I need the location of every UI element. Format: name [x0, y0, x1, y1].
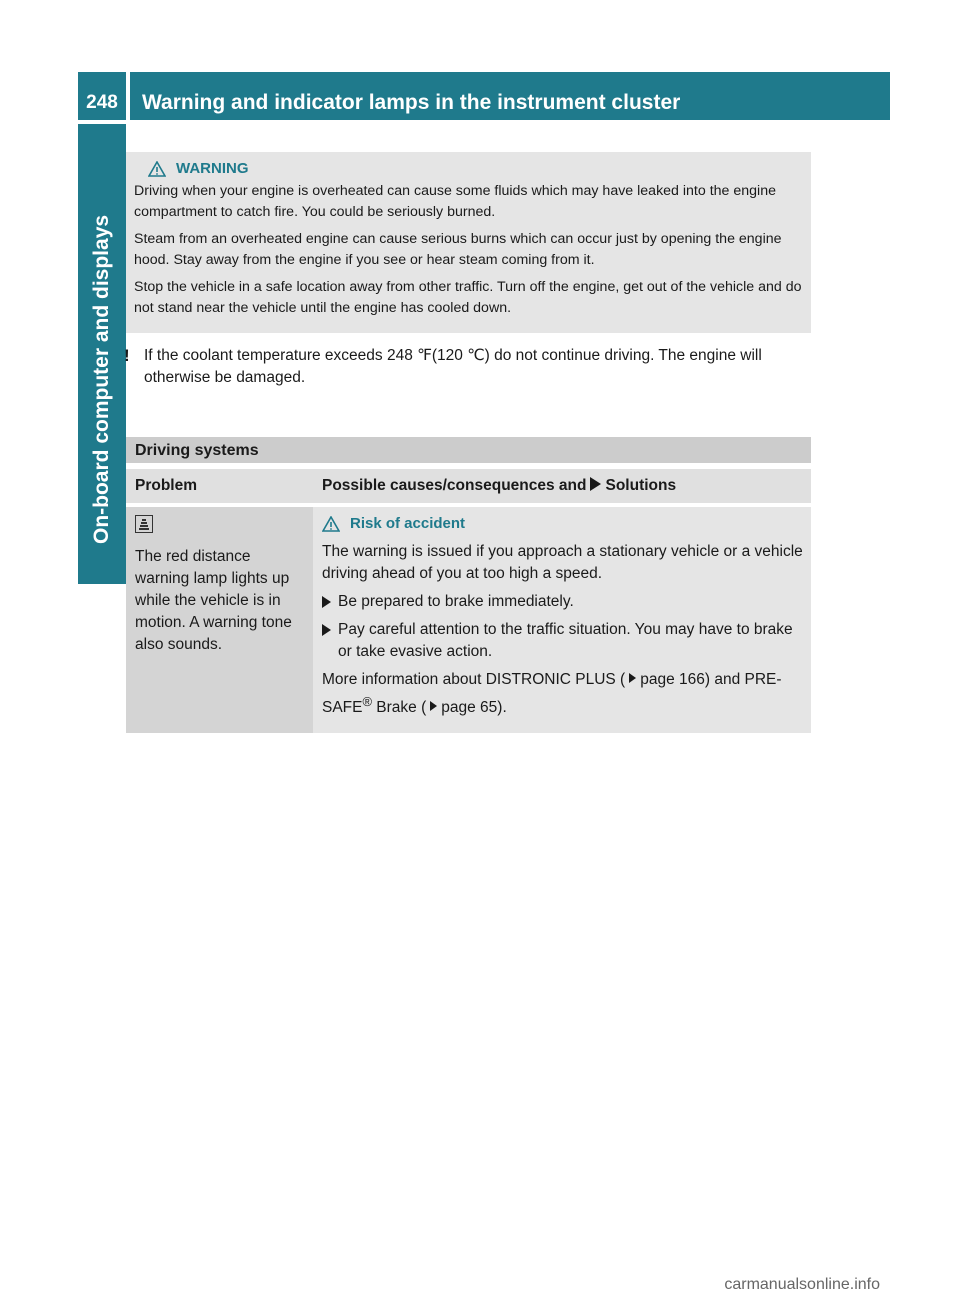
- problem-cell: [126, 507, 313, 733]
- step-arrow-icon: [322, 624, 331, 636]
- note-exclamation-icon: !: [124, 346, 130, 365]
- header-solutions-text: Solutions: [605, 477, 677, 494]
- page-title: Warning and indicator lamps in the instrument cluster: [130, 72, 890, 120]
- risk-heading: [322, 513, 803, 535]
- page-ref-link[interactable]: page 166) and PRE-SAFE: [322, 671, 782, 717]
- section-title: Driving systems: [126, 437, 811, 463]
- solution-arrow-icon: [590, 477, 601, 491]
- side-tab-label: On-board computer and displays: [90, 214, 113, 544]
- list-item: [322, 619, 803, 663]
- header-causes-text: Possible causes/consequences and: [322, 477, 587, 494]
- warning-triangle-icon: [322, 516, 340, 532]
- warning-heading: [148, 158, 803, 179]
- note-text: If the coolant temperature exceeds 248 ℉(120 ℃) do not continue driving. The engine will otherwise be damaged.: [144, 347, 762, 386]
- step-arrow-icon: [322, 596, 331, 608]
- table-row: [126, 507, 811, 733]
- risk-description: The warning is issued if you approach a stationary vehicle or a vehicle driving ahead of you at too high a speed.: [322, 543, 803, 582]
- warning-box: [126, 152, 811, 333]
- registered-mark: ®: [362, 694, 372, 709]
- warning-label: WARNING: [176, 160, 249, 177]
- warning-paragraph: Stop the vehicle in a safe location away from other traffic. Turn off the engine, get out of the vehicle and do not stand near the vehicle until the engine has cooled down.: [134, 279, 802, 316]
- risk-label: Risk of accident: [350, 515, 466, 532]
- solution-cell: [313, 507, 811, 733]
- more-info-text: More information about DISTRONIC PLUS (: [322, 671, 626, 688]
- step-text: Be prepared to brake immediately.: [338, 593, 574, 610]
- page-ref-icon: [430, 701, 437, 711]
- warning-paragraph: Driving when your engine is overheated can cause some fluids which may have leaked into the engine compartment to catch fire. You could be seriously burned.: [134, 183, 776, 220]
- more-info-text: Brake (: [372, 699, 427, 717]
- warning-paragraph: Steam from an overheated engine can cause serious burns which can occur just by opening the engine hood. Stay away from the engine if you see or hear steam coming from it.: [134, 231, 782, 268]
- warning-triangle-icon: [148, 161, 166, 177]
- problem-text: The red distance warning lamp lights up while the vehicle is in motion. A warning tone also sounds.: [135, 548, 292, 653]
- table-header-row: [126, 469, 811, 503]
- header-problem: Problem: [126, 469, 313, 503]
- watermark: carmanualsonline.info: [724, 1276, 880, 1293]
- page-ref-link[interactable]: page 65).: [441, 699, 507, 717]
- main-content: [126, 152, 811, 737]
- header-causes: [313, 469, 811, 503]
- list-item: [322, 591, 803, 613]
- page-number: 248: [78, 72, 126, 120]
- page-header: [78, 72, 890, 120]
- driving-systems-table: [126, 465, 811, 737]
- damage-note: [126, 345, 811, 389]
- page-ref-icon: [629, 673, 636, 683]
- more-info: [322, 669, 803, 719]
- distance-warning-lamp-icon: [135, 515, 153, 533]
- step-text: Pay careful attention to the traffic situation. You may have to brake or take evasive action.: [338, 621, 793, 660]
